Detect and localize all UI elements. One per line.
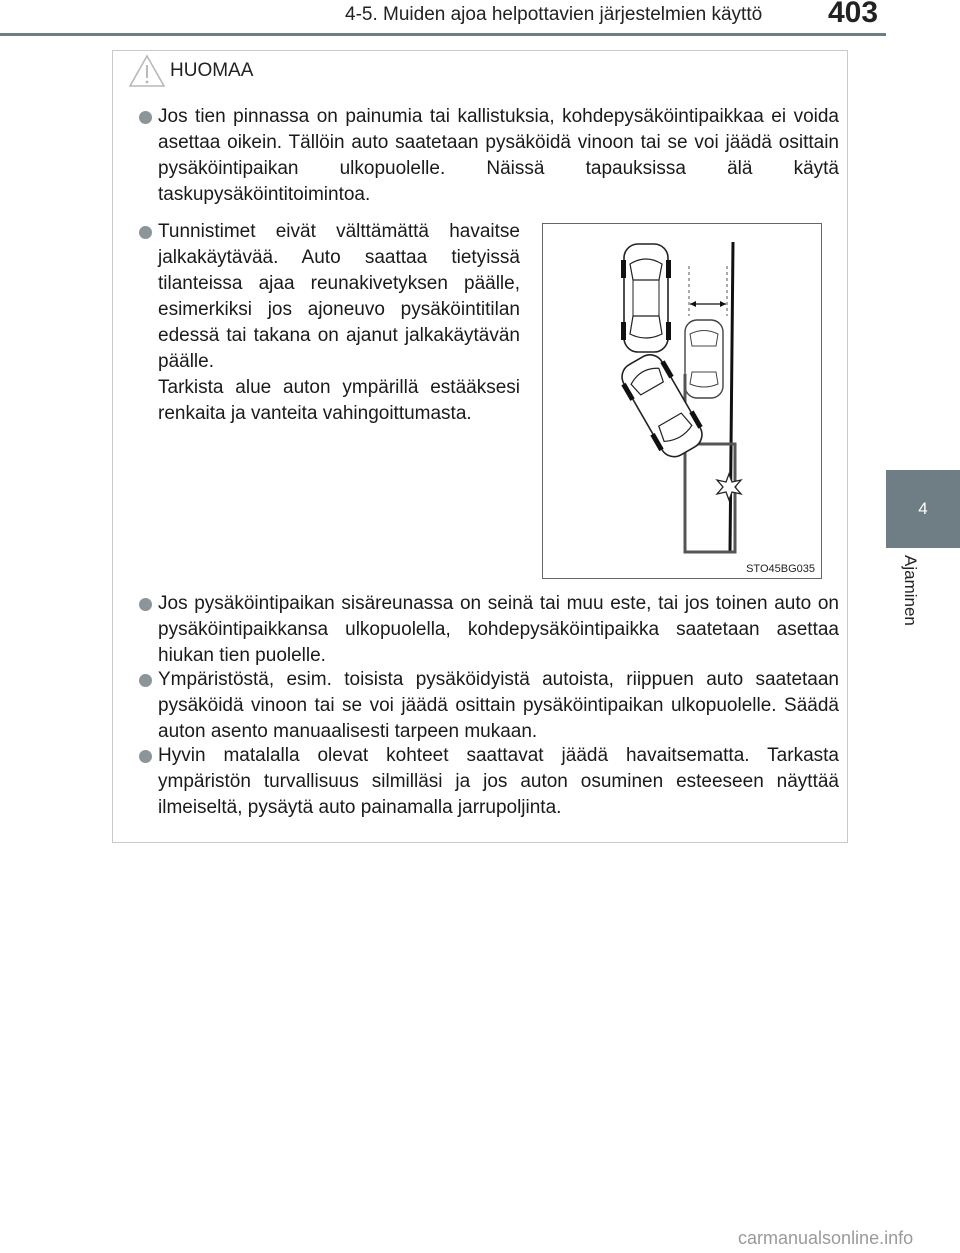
bullet-dot-icon bbox=[139, 750, 152, 763]
chapter-number: 4 bbox=[918, 499, 928, 518]
figure-id: STO45BG035 bbox=[746, 563, 815, 575]
notice-item-2 bbox=[158, 219, 520, 427]
watermark: carmanualsonline.info bbox=[738, 1228, 914, 1248]
parked-car-front bbox=[621, 244, 671, 352]
notice-item-3: Jos pysäköintipaikan sisäreunassa on seinä tai muu este, tai jos toinen auto on pysäköintipaikkansa ulkopuolella, kohdepysäköintipaikka saatetaan asettaa hiukan tien puolelle. bbox=[158, 593, 839, 666]
parking-frame bbox=[685, 444, 735, 552]
section-title: 4-5. Muiden ajoa helpottavien järjestelmien käyttö bbox=[345, 4, 763, 25]
chapter-tab bbox=[886, 470, 960, 548]
page-number: 403 bbox=[828, 0, 879, 29]
bullet-dot-icon bbox=[139, 598, 152, 611]
notice-item-2-extra: Tarkista alue auton ympärillä estääksesi renkaita ja vanteita vahingoittumasta. bbox=[158, 377, 520, 424]
bullet-dot-icon bbox=[139, 111, 152, 124]
chapter-label: Ajaminen bbox=[901, 555, 920, 626]
notice-item-1: Jos tien pinnassa on painumia tai kallistuksia, kohdepysäköintipaikkaa ei voida asettaa oikein. Tällöin auto saatetaan pysäköidä vinoon tai se voi jäädä osittain pysäköintipaikan ulkopuolelle. Näissä tapauksissa älä käytä taskupysäköintitoimintoa. bbox=[158, 106, 839, 205]
notice-item-2-text: Tunnistimet eivät välttämättä havaitse jalkakäytävää. Auto saattaa tietyissä tilanteissa ajaa reunakivetyksen päälle, esimerkiksi jos ajoneuvo pysäköintitilan edessä tai takana on ajanut jalkakäytävän päälle. bbox=[158, 221, 520, 372]
parking-diagram bbox=[543, 224, 823, 580]
notice-item-4: Ympäristöstä, esim. toisista pysäköidyistä autoista, riippuen auto saatetaan pysäköidä vinoon tai se voi jäädä osittain pysäköintipaikan ulkopuolelle. Säädä auton asento manuaalisesti tarpeen mukaan. bbox=[158, 669, 839, 742]
warning-triangle-icon bbox=[128, 54, 166, 88]
parking-illustration bbox=[542, 223, 822, 579]
bullet-dot-icon bbox=[139, 226, 152, 239]
curb-line bbox=[730, 242, 733, 552]
header-rule bbox=[0, 33, 886, 36]
notice-item-5: Hyvin matalalla olevat kohteet saattavat jäädä havaitsematta. Tarkasta ympäristön turvallisuus silmilläsi ja jos auton osuminen esteeseen näyttää ilmeiseltä, pysäytä auto painamalla jarrupoljinta. bbox=[158, 745, 839, 818]
bullet-dot-icon bbox=[139, 674, 152, 687]
notice-title: HUOMAA bbox=[170, 60, 254, 81]
parked-car-rear bbox=[685, 320, 723, 398]
impact-star-icon bbox=[717, 474, 741, 500]
